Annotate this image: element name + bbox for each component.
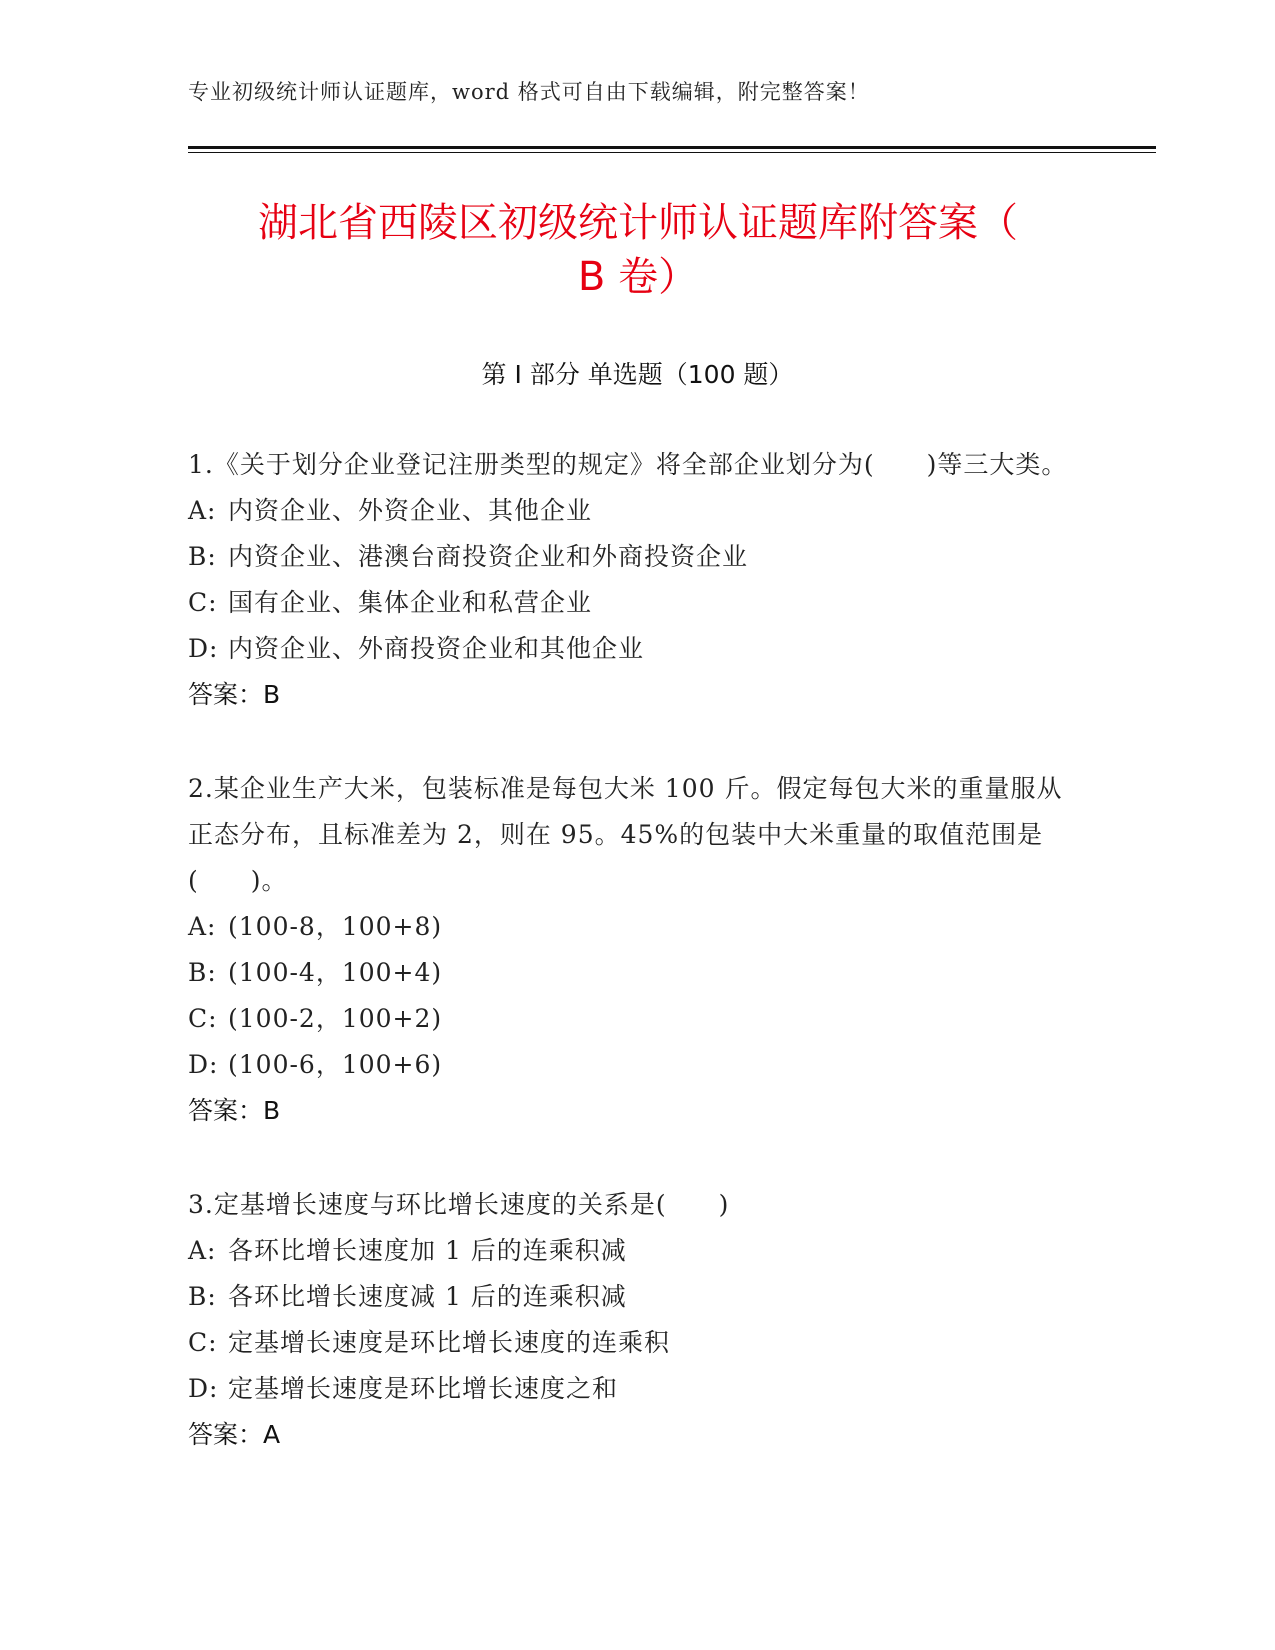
- header-note: 专业初级统计师认证题库，word 格式可自由下载编辑，附完整答案！: [188, 80, 870, 104]
- answer-label: 答案：: [188, 1096, 264, 1125]
- option-b: [188, 1274, 1088, 1320]
- option-text: 国有企业、集体企业和私营企业: [228, 588, 593, 617]
- option-b: [188, 950, 1088, 996]
- option-d: [188, 1366, 1088, 1412]
- option-c: [188, 1320, 1088, 1366]
- document-title: [188, 196, 1088, 304]
- option-key: A:: [188, 496, 217, 525]
- option-text: 内资企业、外资企业、其他企业: [228, 496, 593, 525]
- option-key: C:: [188, 1004, 218, 1033]
- option-text: (100-2，100+2): [228, 1004, 443, 1033]
- question-item: [188, 442, 1088, 718]
- option-key: A:: [188, 1236, 217, 1265]
- option-c: [188, 996, 1088, 1042]
- option-text: (100-4，100+4): [228, 958, 443, 987]
- header-rule-thick: [188, 146, 1156, 149]
- option-key: B:: [188, 1282, 217, 1311]
- answer-line: [188, 1412, 1088, 1458]
- option-key: A:: [188, 912, 217, 941]
- option-c: [188, 580, 1088, 626]
- option-text: (100-8，100+8): [228, 912, 443, 941]
- option-text: 各环比增长速度加 1 后的连乘积减: [228, 1236, 627, 1265]
- option-a: [188, 1228, 1088, 1274]
- answer-value: B: [263, 1096, 281, 1125]
- option-a: [188, 904, 1088, 950]
- answer-value: B: [263, 680, 281, 709]
- document-title-line2: B 卷）: [577, 254, 699, 300]
- option-key: D:: [188, 634, 219, 663]
- option-key: C:: [188, 588, 218, 617]
- question-stem: 3.定基增长速度与环比增长速度的关系是( ): [188, 1190, 730, 1219]
- option-text: 各环比增长速度减 1 后的连乘积减: [228, 1282, 627, 1311]
- section-title: 第 I 部分 单选题（100 题）: [481, 360, 794, 389]
- option-text: 定基增长速度是环比增长速度的连乘积: [228, 1328, 671, 1357]
- answer-label: 答案：: [188, 680, 264, 709]
- option-key: D:: [188, 1374, 219, 1403]
- question-stem: 1.《关于划分企业登记注册类型的规定》将全部企业划分为( )等三大类。: [188, 450, 1068, 479]
- answer-line: [188, 672, 1088, 718]
- option-text: 内资企业、外商投资企业和其他企业: [228, 634, 645, 663]
- option-d: [188, 1042, 1088, 1088]
- option-d: [188, 626, 1088, 672]
- option-text: (100-6，100+6): [228, 1050, 443, 1079]
- question-list: [188, 442, 1088, 1506]
- document-title-line1: 湖北省西陵区初级统计师认证题库附答案（: [258, 200, 1018, 246]
- option-b: [188, 534, 1088, 580]
- answer-value: A: [263, 1420, 281, 1449]
- option-key: C:: [188, 1328, 218, 1357]
- question-item: [188, 1182, 1088, 1458]
- option-a: [188, 488, 1088, 534]
- option-text: 定基增长速度是环比增长速度之和: [228, 1374, 619, 1403]
- option-key: D:: [188, 1050, 219, 1079]
- answer-line: [188, 1088, 1088, 1134]
- option-text: 内资企业、港澳台商投资企业和外商投资企业: [228, 542, 749, 571]
- question-stem: 2.某企业生产大米，包装标准是每包大米 100 斤。假定每包大米的重量服从正态分布，且标准差为 2，则在 95。45%的包装中大米重量的取值范围是( )。: [188, 774, 1063, 895]
- question-item: [188, 766, 1088, 1134]
- option-key: B:: [188, 958, 217, 987]
- option-key: B:: [188, 542, 217, 571]
- header-rule-thin: [188, 152, 1156, 153]
- answer-label: 答案：: [188, 1420, 264, 1449]
